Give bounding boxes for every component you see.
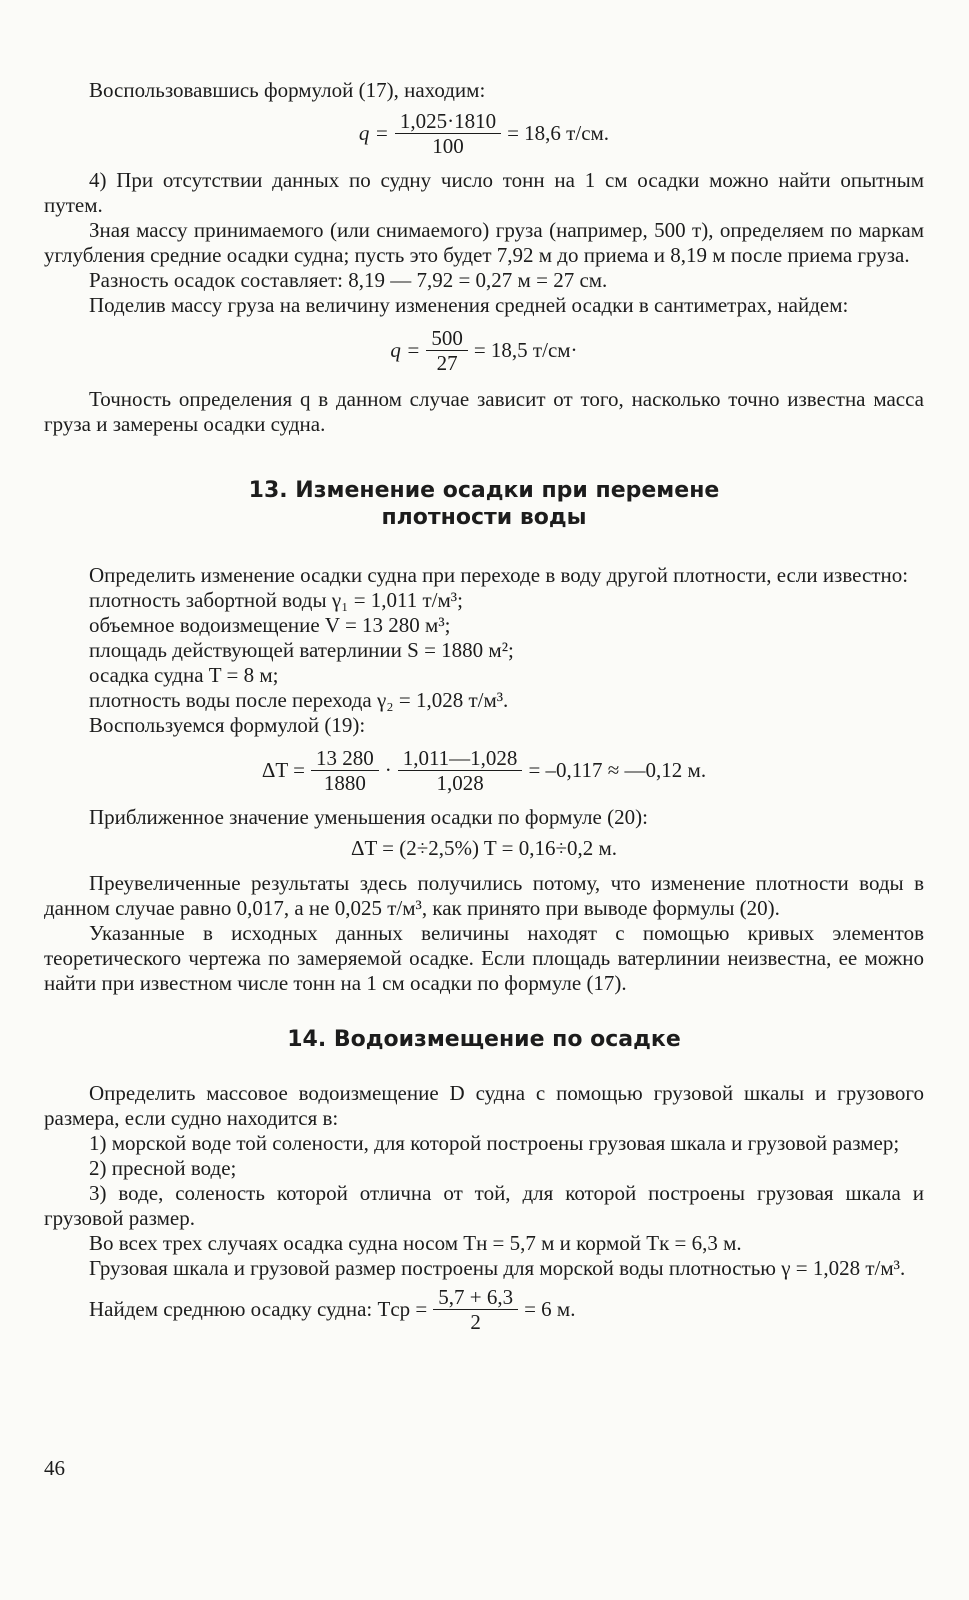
fraction [433, 1285, 518, 1334]
formula-lhs: ΔT = [261, 758, 305, 782]
formula-delta-t [44, 746, 924, 795]
fraction-numerator: 1,025·1810 [395, 109, 501, 134]
paragraph: Разность осадок составляет: 8,19 — 7,92 = 0,27 м = 27 см. [89, 268, 608, 292]
formula-q-1 [44, 109, 924, 158]
list-item: площадь действующей ватерлинии S = 1880 м²; [89, 638, 514, 662]
formula-rhs: = 18,5 т/см· [473, 338, 578, 362]
formula-rhs: = 6 м. [524, 1297, 576, 1321]
page-number: 46 [44, 1456, 65, 1480]
formula-rhs: = 18,6 т/см. [507, 121, 610, 145]
section-heading-14: 14. Водоизмещение по осадке [287, 1027, 681, 1052]
paragraph: Приближенное значение уменьшения осадки по формуле (20): [89, 805, 648, 829]
section-heading-13 [44, 477, 924, 531]
paragraph: 2) пресной воде; [89, 1156, 237, 1180]
paragraph: Точность определения q в данном случае зависит от того, насколько точно известна масса груза и замерены осадки судна. [44, 387, 924, 436]
fraction [311, 746, 379, 795]
formula-rhs: = –0,117 ≈ —0,12 м. [528, 758, 707, 782]
given-data-list [44, 588, 924, 713]
fraction-numerator: 5,7 + 6,3 [433, 1285, 518, 1310]
list-item: плотность воды после перехода γ₂ = 1,028 т/м³. [89, 688, 509, 712]
fraction-denominator: 2 [470, 1310, 481, 1334]
paragraph: Преувеличенные результаты здесь получились потому, что изменение плотности воды в данном случае равно 0,017, а не 0,025 т/м³, как принято при выводе формулы (20). [44, 871, 924, 920]
fraction-denominator: 100 [432, 134, 464, 158]
section-title-line: 13. Изменение осадки при перемене [248, 478, 720, 503]
fraction [395, 109, 501, 158]
paragraph: 3) воде, соленость которой отлична от той, для которой построены грузовая шкала и грузовой размер. [44, 1181, 924, 1230]
formula-q-2 [44, 326, 924, 375]
fraction-denominator: 1880 [323, 771, 366, 795]
formula-approx: ΔT = (2÷2,5%) T = 0,16÷0,2 м. [350, 836, 618, 860]
section-title-line: плотности воды [381, 505, 587, 530]
paragraph: Поделив массу груза на величину изменения средней осадки в сантиметрах, найдем: [89, 293, 849, 317]
paragraph: Зная массу принимаемого (или снимаемого) груза (например, 500 т), определяем по маркам углубления средние осадки судна; пусть это будет 7,92 м до приема и 8,19 м после приема груза. [44, 218, 924, 267]
multiply-dot: · [384, 758, 392, 782]
fraction-numerator: 13 280 [311, 746, 379, 771]
formula-t-mean [44, 1285, 924, 1334]
paragraph: Во всех трех случаях осадка судна носом Tн = 5,7 м и кормой Tк = 6,3 м. [89, 1231, 742, 1255]
list-item: объемное водоизмещение V = 13 280 м³; [89, 613, 451, 637]
fraction-denominator: 27 [436, 351, 458, 375]
paragraph: Определить изменение осадки судна при переходе в воду другой плотности, если известно: [89, 563, 909, 587]
formula-lhs: q = [358, 121, 389, 145]
paragraph: Воспользовавшись формулой (17), находим: [89, 78, 486, 102]
paragraph: Определить массовое водоизмещение D судна с помощью грузовой шкалы и грузового размера, если судно находится в: [44, 1081, 924, 1130]
fraction-numerator: 1,011—1,028 [398, 746, 523, 771]
fraction [398, 746, 523, 795]
list-item: осадка судна T = 8 м; [89, 663, 279, 687]
page-content [44, 70, 924, 1334]
paragraph: Грузовая шкала и грузовой размер построены для морской воды плотностью γ = 1,028 т/м³. [89, 1256, 906, 1280]
fraction-denominator: 1,028 [436, 771, 484, 795]
paragraph: 4) При отсутствии данных по судну число тонн на 1 см осадки можно найти опытным путем. [44, 168, 924, 217]
formula-lhs: q = [390, 338, 421, 362]
paragraph: Воспользуемся формулой (19): [89, 713, 366, 737]
list-item: плотность забортной воды γ₁ = 1,011 т/м³; [89, 588, 463, 612]
paragraph: 1) морской воде той солености, для которой построены грузовая шкала и грузовой размер; [89, 1131, 900, 1155]
fraction [426, 326, 468, 375]
paragraph: Указанные в исходных данных величины находят с помощью кривых элементов теоретического чертежа по замеряемой осадке. Если площадь ватерлинии неизвестна, ее можно найти при известном числе тонн на 1 см осадки по формуле (17). [44, 921, 924, 995]
formula-lhs: Найдем среднюю осадку судна: Tср = [89, 1297, 428, 1321]
fraction-numerator: 500 [426, 326, 468, 351]
